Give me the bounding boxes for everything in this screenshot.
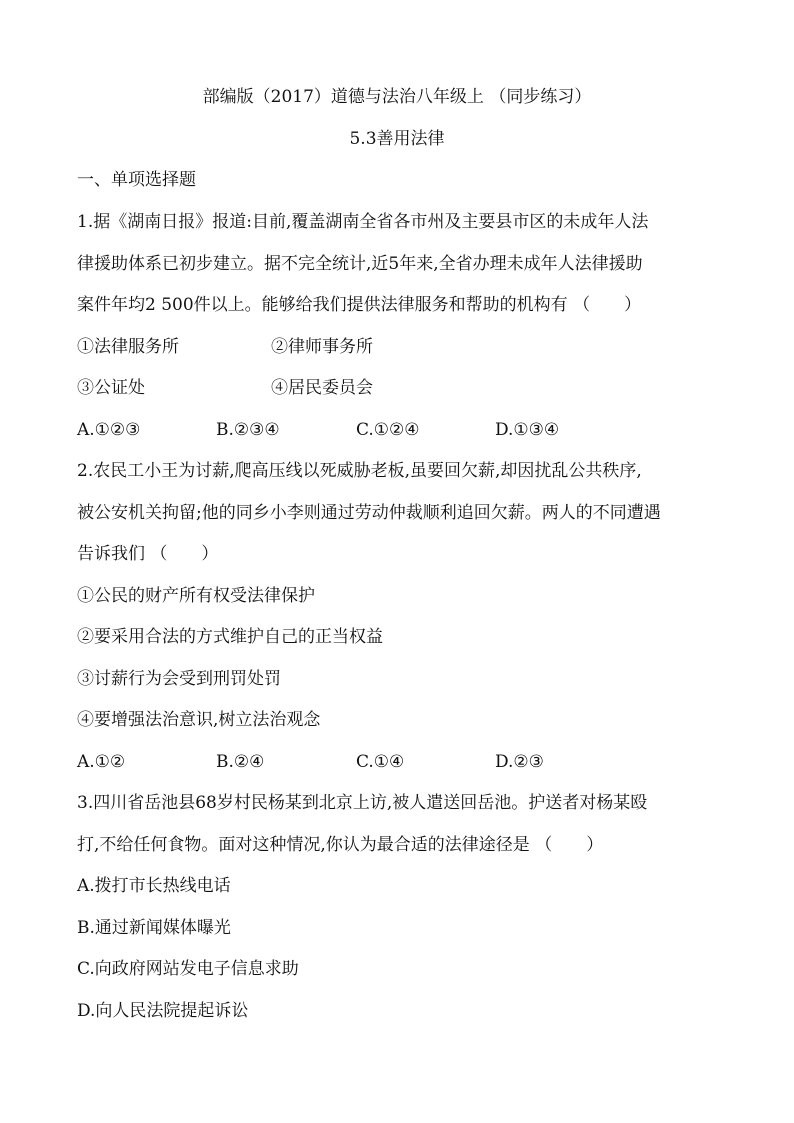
q3-choice-c: C.向政府网站发电子信息求助 [77,959,299,979]
q3-choice-d: D.向人民法院提起诉讼 [77,1001,249,1021]
q1-stem-line-2: 律援助体系已初步建立。据不完全统计,近5年来,全省办理未成年人法律援助 [77,254,643,274]
q2-choice-a: A.①② [77,752,126,772]
q2-item: ②要采用合法的方式维护自己的正当权益 [77,627,383,647]
q1-stem-line-3: 案件年均2 500件以上。能够给我们提供法律服务和帮助的机构有 （ ） [77,295,642,315]
q1-item: ③公证处 [77,378,145,398]
q1-item: ④居民委员会 [271,378,373,398]
lesson-title: 5.3善用法律 [349,129,445,149]
q1-choice-c: C.①②④ [356,420,420,440]
q1-item: ②律师事务所 [271,337,373,357]
q1-stem-line-1: 1.据《湖南日报》报道:目前,覆盖湖南全省各市州及主要县市区的未成年人法 [77,212,649,232]
q2-item: ③讨薪行为会受到刑罚处罚 [77,669,281,689]
q2-stem-line-1: 2.农民工小王为讨薪,爬高压线以死威胁老板,虽要回欠薪,却因扰乱公共秩序, [77,461,642,481]
section-heading: 一、单项选择题 [77,170,196,190]
q2-stem-line-3: 告诉我们 （ ） [77,544,219,564]
document-title: 部编版（2017）道德与法治八年级上 （同步练习） [202,87,592,107]
q3-stem-line-1: 3.四川省岳池县68岁村民杨某到北京上访,被人遣送回岳池。护送者对杨某殴 [77,793,648,813]
q2-stem-line-2: 被公安机关拘留;他的同乡小李则通过劳动仲裁顺利追回欠薪。两人的不同遭遇 [77,503,661,523]
q1-choice-b: B.②③④ [216,420,280,440]
q3-stem-line-2: 打,不给任何食物。面对这种情况,你认为最合适的法律途径是 （ ） [77,835,604,855]
q3-choice-a: A.拨打市长热线电话 [77,876,231,896]
q2-item: ①公民的财产所有权受法律保护 [77,586,315,606]
q2-choice-d: D.②③ [495,752,544,772]
q3-choice-b: B.通过新闻媒体曝光 [77,918,231,938]
q2-choice-c: C.①④ [356,752,405,772]
q2-choice-b: B.②④ [216,752,265,772]
q1-item: ①法律服务所 [77,337,179,357]
q2-item: ④要增强法治意识,树立法治观念 [77,710,321,730]
q1-choice-d: D.①③④ [495,420,560,440]
q1-choice-a: A.①②③ [77,420,141,440]
